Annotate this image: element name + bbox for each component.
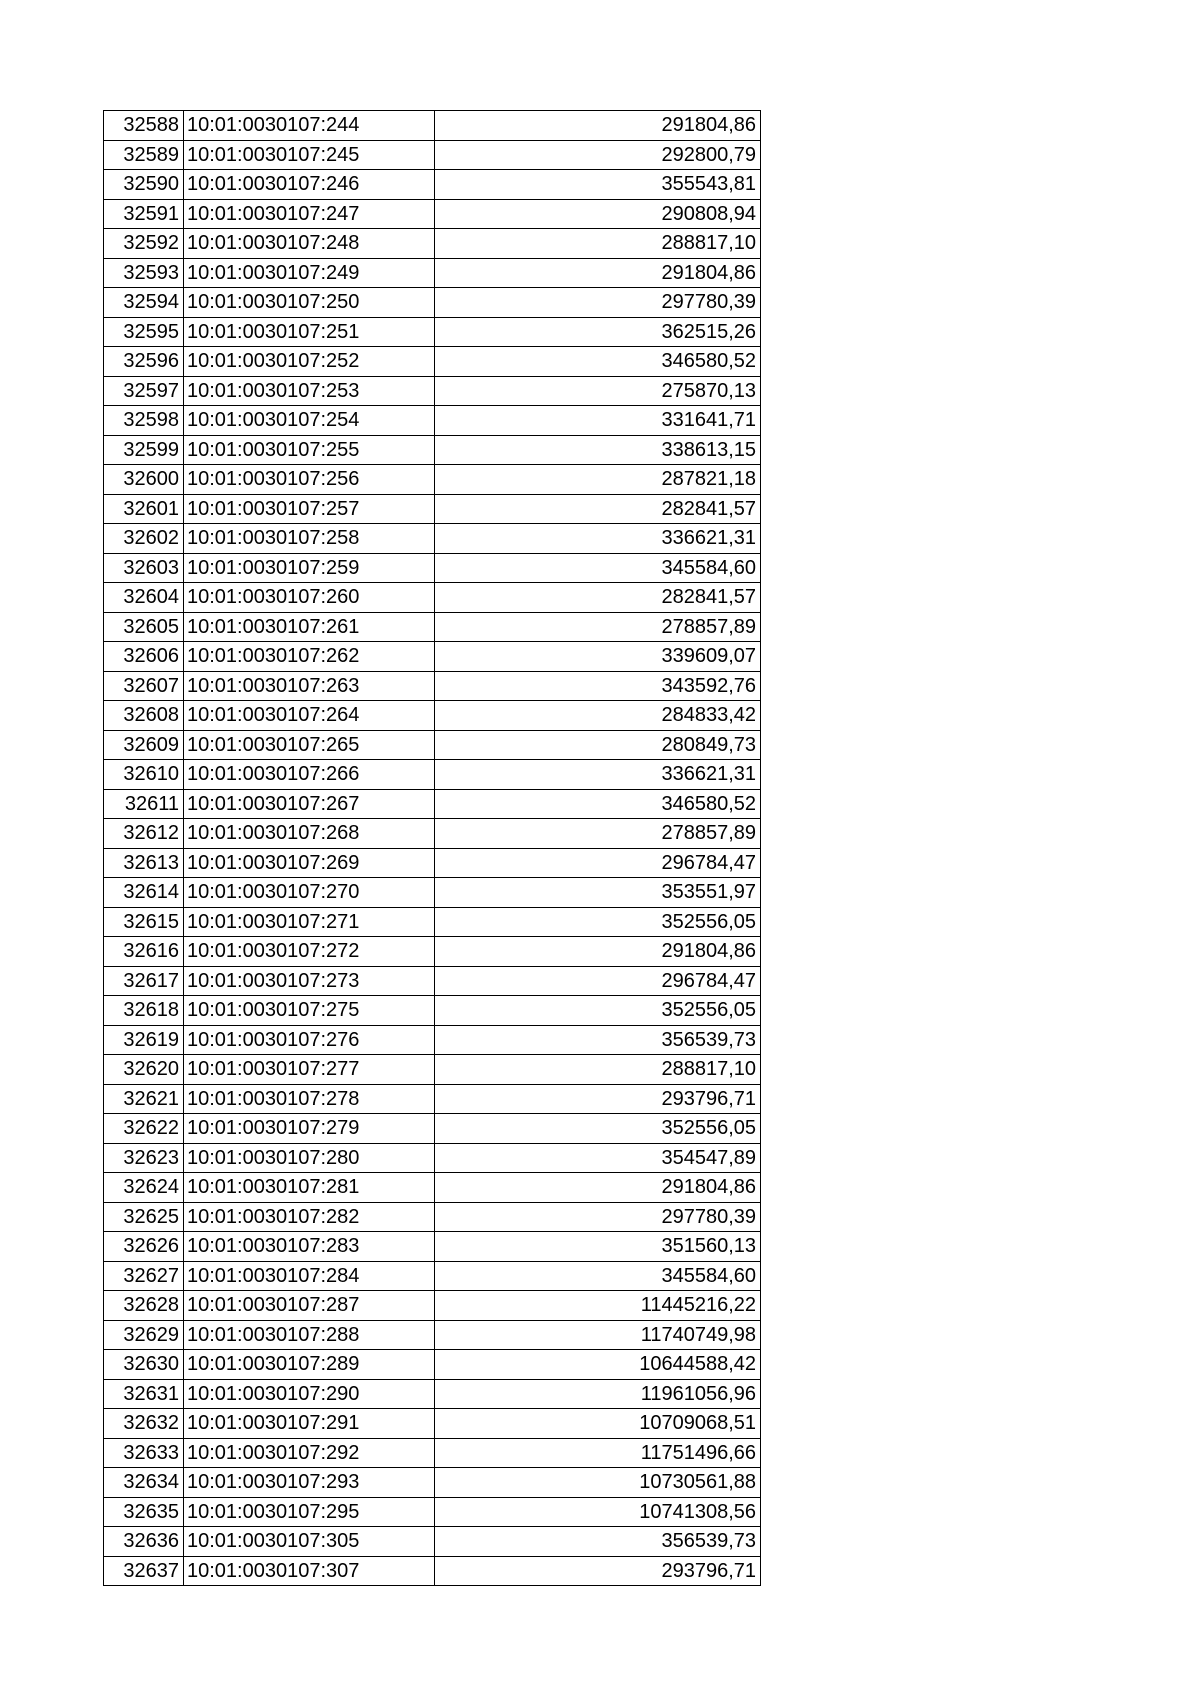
row-number-cell: 32628 [104, 1291, 184, 1321]
value-cell: 338613,15 [435, 435, 761, 465]
cadastral-number-cell: 10:01:0030107:267 [184, 789, 435, 819]
row-number-cell: 32596 [104, 347, 184, 377]
value-cell: 10644588,42 [435, 1350, 761, 1380]
table-row [104, 1468, 761, 1498]
value-cell: 10709068,51 [435, 1409, 761, 1439]
table-row [104, 1291, 761, 1321]
table-row [104, 937, 761, 967]
row-number-cell: 32636 [104, 1527, 184, 1557]
table-row [104, 642, 761, 672]
value-cell: 297780,39 [435, 1202, 761, 1232]
row-number-cell: 32635 [104, 1497, 184, 1527]
cadastral-number-cell: 10:01:0030107:249 [184, 258, 435, 288]
cadastral-number-cell: 10:01:0030107:280 [184, 1143, 435, 1173]
row-number-cell: 32594 [104, 288, 184, 318]
value-cell: 10730561,88 [435, 1468, 761, 1498]
row-number-cell: 32624 [104, 1173, 184, 1203]
row-number-cell: 32625 [104, 1202, 184, 1232]
value-cell: 10741308,56 [435, 1497, 761, 1527]
row-number-cell: 32603 [104, 553, 184, 583]
row-number-cell: 32609 [104, 730, 184, 760]
table-body [104, 111, 761, 1586]
value-cell: 278857,89 [435, 612, 761, 642]
table-row [104, 140, 761, 170]
row-number-cell: 32623 [104, 1143, 184, 1173]
cadastral-number-cell: 10:01:0030107:244 [184, 111, 435, 141]
table-row [104, 1320, 761, 1350]
table-row [104, 1055, 761, 1085]
value-cell: 336621,31 [435, 760, 761, 790]
row-number-cell: 32598 [104, 406, 184, 436]
value-cell: 284833,42 [435, 701, 761, 731]
row-number-cell: 32618 [104, 996, 184, 1026]
cadastral-number-cell: 10:01:0030107:276 [184, 1025, 435, 1055]
row-number-cell: 32604 [104, 583, 184, 613]
cadastral-number-cell: 10:01:0030107:290 [184, 1379, 435, 1409]
row-number-cell: 32617 [104, 966, 184, 996]
table-row [104, 760, 761, 790]
value-cell: 280849,73 [435, 730, 761, 760]
row-number-cell: 32634 [104, 1468, 184, 1498]
value-cell: 339609,07 [435, 642, 761, 672]
value-cell: 291804,86 [435, 258, 761, 288]
row-number-cell: 32615 [104, 907, 184, 937]
cadastral-number-cell: 10:01:0030107:245 [184, 140, 435, 170]
cadastral-number-cell: 10:01:0030107:262 [184, 642, 435, 672]
row-number-cell: 32614 [104, 878, 184, 908]
table-row [104, 1379, 761, 1409]
table-row [104, 376, 761, 406]
table-row [104, 701, 761, 731]
row-number-cell: 32591 [104, 199, 184, 229]
value-cell: 353551,97 [435, 878, 761, 908]
row-number-cell: 32589 [104, 140, 184, 170]
table-row [104, 878, 761, 908]
value-cell: 297780,39 [435, 288, 761, 318]
cadastral-number-cell: 10:01:0030107:255 [184, 435, 435, 465]
cadastral-number-cell: 10:01:0030107:271 [184, 907, 435, 937]
row-number-cell: 32631 [104, 1379, 184, 1409]
cadastral-number-cell: 10:01:0030107:253 [184, 376, 435, 406]
row-number-cell: 32590 [104, 170, 184, 200]
table-row [104, 1409, 761, 1439]
row-number-cell: 32593 [104, 258, 184, 288]
value-cell: 11751496,66 [435, 1438, 761, 1468]
cadastral-number-cell: 10:01:0030107:264 [184, 701, 435, 731]
value-cell: 278857,89 [435, 819, 761, 849]
cadastral-number-cell: 10:01:0030107:275 [184, 996, 435, 1026]
value-cell: 282841,57 [435, 494, 761, 524]
table-row [104, 848, 761, 878]
value-cell: 343592,76 [435, 671, 761, 701]
table-row [104, 1025, 761, 1055]
table-row [104, 1084, 761, 1114]
row-number-cell: 32611 [104, 789, 184, 819]
cadastral-number-cell: 10:01:0030107:288 [184, 1320, 435, 1350]
cadastral-number-cell: 10:01:0030107:277 [184, 1055, 435, 1085]
table-row [104, 1497, 761, 1527]
table-row [104, 170, 761, 200]
cadastral-number-cell: 10:01:0030107:291 [184, 1409, 435, 1439]
value-cell: 352556,05 [435, 1114, 761, 1144]
value-cell: 291804,86 [435, 1173, 761, 1203]
value-cell: 356539,73 [435, 1025, 761, 1055]
table-row [104, 347, 761, 377]
value-cell: 11445216,22 [435, 1291, 761, 1321]
row-number-cell: 32588 [104, 111, 184, 141]
cadastral-number-cell: 10:01:0030107:252 [184, 347, 435, 377]
cadastral-number-cell: 10:01:0030107:307 [184, 1556, 435, 1586]
value-cell: 352556,05 [435, 996, 761, 1026]
cadastral-number-cell: 10:01:0030107:284 [184, 1261, 435, 1291]
value-cell: 351560,13 [435, 1232, 761, 1262]
value-cell: 345584,60 [435, 553, 761, 583]
row-number-cell: 32595 [104, 317, 184, 347]
row-number-cell: 32606 [104, 642, 184, 672]
row-number-cell: 32613 [104, 848, 184, 878]
value-cell: 354547,89 [435, 1143, 761, 1173]
table-row [104, 258, 761, 288]
row-number-cell: 32607 [104, 671, 184, 701]
value-cell: 275870,13 [435, 376, 761, 406]
table-row [104, 730, 761, 760]
cadastral-number-cell: 10:01:0030107:268 [184, 819, 435, 849]
table-row [104, 1232, 761, 1262]
row-number-cell: 32632 [104, 1409, 184, 1439]
cadastral-number-cell: 10:01:0030107:272 [184, 937, 435, 967]
value-cell: 11961056,96 [435, 1379, 761, 1409]
table-row [104, 1556, 761, 1586]
table-row [104, 789, 761, 819]
cadastral-number-cell: 10:01:0030107:273 [184, 966, 435, 996]
row-number-cell: 32602 [104, 524, 184, 554]
value-cell: 11740749,98 [435, 1320, 761, 1350]
row-number-cell: 32605 [104, 612, 184, 642]
cadastral-number-cell: 10:01:0030107:281 [184, 1173, 435, 1203]
cadastral-number-cell: 10:01:0030107:247 [184, 199, 435, 229]
value-cell: 352556,05 [435, 907, 761, 937]
value-cell: 291804,86 [435, 937, 761, 967]
table-row [104, 1143, 761, 1173]
row-number-cell: 32619 [104, 1025, 184, 1055]
row-number-cell: 32601 [104, 494, 184, 524]
value-cell: 293796,71 [435, 1084, 761, 1114]
row-number-cell: 32612 [104, 819, 184, 849]
cadastral-value-table [103, 110, 761, 1586]
cadastral-number-cell: 10:01:0030107:257 [184, 494, 435, 524]
table-row [104, 1527, 761, 1557]
value-cell: 336621,31 [435, 524, 761, 554]
cadastral-number-cell: 10:01:0030107:265 [184, 730, 435, 760]
table-row [104, 907, 761, 937]
table-row [104, 1173, 761, 1203]
table-row [104, 1261, 761, 1291]
value-cell: 346580,52 [435, 789, 761, 819]
cadastral-number-cell: 10:01:0030107:266 [184, 760, 435, 790]
row-number-cell: 32616 [104, 937, 184, 967]
table-row [104, 435, 761, 465]
value-cell: 292800,79 [435, 140, 761, 170]
cadastral-number-cell: 10:01:0030107:246 [184, 170, 435, 200]
table-row [104, 1350, 761, 1380]
cadastral-number-cell: 10:01:0030107:259 [184, 553, 435, 583]
table-row [104, 406, 761, 436]
table-row [104, 494, 761, 524]
value-cell: 355543,81 [435, 170, 761, 200]
cadastral-number-cell: 10:01:0030107:269 [184, 848, 435, 878]
table-row [104, 1438, 761, 1468]
table-row [104, 317, 761, 347]
row-number-cell: 32622 [104, 1114, 184, 1144]
row-number-cell: 32620 [104, 1055, 184, 1085]
table-row [104, 524, 761, 554]
cadastral-number-cell: 10:01:0030107:251 [184, 317, 435, 347]
cadastral-number-cell: 10:01:0030107:270 [184, 878, 435, 908]
row-number-cell: 32633 [104, 1438, 184, 1468]
value-cell: 296784,47 [435, 848, 761, 878]
row-number-cell: 32626 [104, 1232, 184, 1262]
table-row [104, 966, 761, 996]
value-cell: 345584,60 [435, 1261, 761, 1291]
cadastral-number-cell: 10:01:0030107:263 [184, 671, 435, 701]
row-number-cell: 32597 [104, 376, 184, 406]
cadastral-number-cell: 10:01:0030107:292 [184, 1438, 435, 1468]
row-number-cell: 32627 [104, 1261, 184, 1291]
cadastral-number-cell: 10:01:0030107:279 [184, 1114, 435, 1144]
row-number-cell: 32610 [104, 760, 184, 790]
row-number-cell: 32629 [104, 1320, 184, 1350]
cadastral-number-cell: 10:01:0030107:250 [184, 288, 435, 318]
cadastral-number-cell: 10:01:0030107:254 [184, 406, 435, 436]
cadastral-number-cell: 10:01:0030107:256 [184, 465, 435, 495]
table-row [104, 819, 761, 849]
table-row [104, 996, 761, 1026]
table-row [104, 1202, 761, 1232]
table-row [104, 1114, 761, 1144]
value-cell: 346580,52 [435, 347, 761, 377]
cadastral-number-cell: 10:01:0030107:278 [184, 1084, 435, 1114]
value-cell: 293796,71 [435, 1556, 761, 1586]
value-cell: 296784,47 [435, 966, 761, 996]
cadastral-number-cell: 10:01:0030107:289 [184, 1350, 435, 1380]
value-cell: 356539,73 [435, 1527, 761, 1557]
cadastral-number-cell: 10:01:0030107:260 [184, 583, 435, 613]
cadastral-number-cell: 10:01:0030107:282 [184, 1202, 435, 1232]
value-cell: 331641,71 [435, 406, 761, 436]
row-number-cell: 32621 [104, 1084, 184, 1114]
value-cell: 288817,10 [435, 229, 761, 259]
cadastral-number-cell: 10:01:0030107:305 [184, 1527, 435, 1557]
value-cell: 291804,86 [435, 111, 761, 141]
row-number-cell: 32599 [104, 435, 184, 465]
cadastral-number-cell: 10:01:0030107:283 [184, 1232, 435, 1262]
value-cell: 290808,94 [435, 199, 761, 229]
table-row [104, 288, 761, 318]
value-cell: 287821,18 [435, 465, 761, 495]
row-number-cell: 32592 [104, 229, 184, 259]
row-number-cell: 32637 [104, 1556, 184, 1586]
table-row [104, 111, 761, 141]
cadastral-number-cell: 10:01:0030107:261 [184, 612, 435, 642]
cadastral-number-cell: 10:01:0030107:295 [184, 1497, 435, 1527]
row-number-cell: 32630 [104, 1350, 184, 1380]
table-row [104, 583, 761, 613]
row-number-cell: 32600 [104, 465, 184, 495]
table-row [104, 465, 761, 495]
cadastral-number-cell: 10:01:0030107:293 [184, 1468, 435, 1498]
table-row [104, 199, 761, 229]
value-cell: 288817,10 [435, 1055, 761, 1085]
row-number-cell: 32608 [104, 701, 184, 731]
table-row [104, 553, 761, 583]
table-row [104, 229, 761, 259]
table-row [104, 671, 761, 701]
table-row [104, 612, 761, 642]
value-cell: 362515,26 [435, 317, 761, 347]
cadastral-number-cell: 10:01:0030107:287 [184, 1291, 435, 1321]
cadastral-number-cell: 10:01:0030107:248 [184, 229, 435, 259]
value-cell: 282841,57 [435, 583, 761, 613]
cadastral-number-cell: 10:01:0030107:258 [184, 524, 435, 554]
